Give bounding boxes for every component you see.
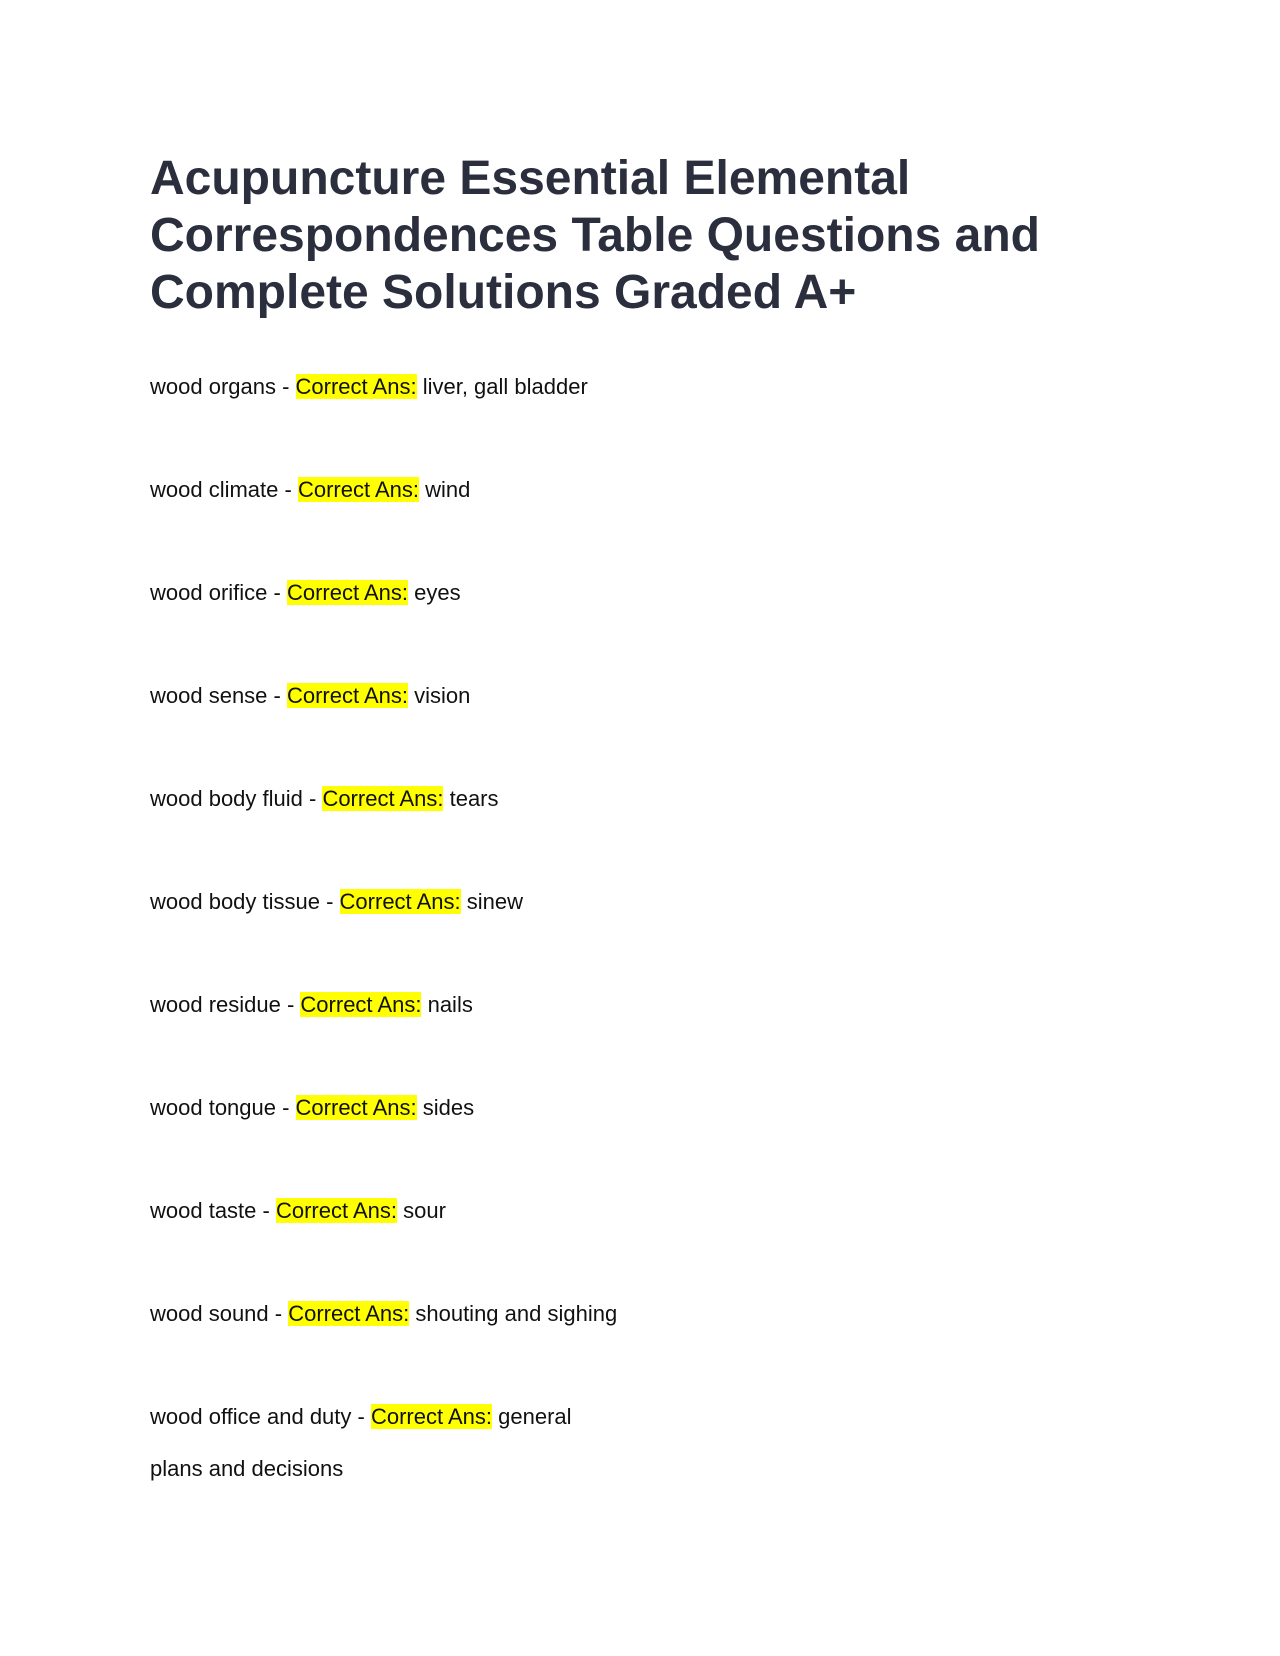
- list-item: [150, 1391, 610, 1494]
- question-text: wood body fluid -: [150, 786, 323, 811]
- list-item: [150, 887, 1130, 990]
- question-text: wood tongue -: [150, 1095, 296, 1120]
- list-item: [150, 372, 1130, 475]
- answer-text: nails: [421, 992, 473, 1017]
- answer-text: sour: [397, 1198, 446, 1223]
- answer-label: Correct Ans:: [286, 580, 408, 605]
- answer-text: general plans and decisions: [150, 1404, 572, 1481]
- question-text: wood orifice -: [150, 580, 287, 605]
- answer-text: vision: [408, 683, 471, 708]
- question-text: wood sense -: [150, 683, 287, 708]
- question-text: wood residue -: [150, 992, 301, 1017]
- question-text: wood office and duty -: [150, 1404, 371, 1429]
- answer-text: shouting and sighing: [409, 1301, 618, 1326]
- question-text: wood taste -: [150, 1198, 276, 1223]
- answer-text: sides: [416, 1095, 475, 1120]
- answer-label: Correct Ans:: [339, 889, 461, 914]
- answer-label: Correct Ans:: [288, 1301, 410, 1326]
- list-item: [150, 784, 1130, 887]
- answer-label: Correct Ans:: [275, 1198, 397, 1223]
- answer-text: sinew: [460, 889, 523, 914]
- answer-label: Correct Ans:: [297, 477, 419, 502]
- answer-text: wind: [419, 477, 471, 502]
- list-item: [150, 1196, 1130, 1299]
- list-item: [150, 990, 1130, 1093]
- question-text: wood climate -: [150, 477, 298, 502]
- answer-text: eyes: [408, 580, 461, 605]
- answer-label: Correct Ans:: [300, 992, 422, 1017]
- question-text: wood body tissue -: [150, 889, 340, 914]
- list-item: [150, 1299, 1130, 1402]
- question-text: wood sound -: [150, 1301, 289, 1326]
- answer-label: Correct Ans:: [370, 1404, 493, 1429]
- list-item: [150, 475, 1130, 578]
- document-title: Acupuncture Essential Elemental Correspondences Table Questions and Complete Solutions Graded A+: [150, 152, 1040, 319]
- answer-text: tears: [443, 786, 499, 811]
- answer-label: Correct Ans:: [295, 1095, 417, 1120]
- answer-label: Correct Ans:: [322, 786, 444, 811]
- answer-text: liver, gall bladder: [416, 374, 588, 399]
- list-item: [150, 578, 1130, 681]
- list-item: [150, 1093, 1130, 1196]
- question-text: wood organs -: [150, 374, 296, 399]
- list-item: [150, 681, 1130, 784]
- answer-label: Correct Ans:: [295, 374, 417, 399]
- answer-label: Correct Ans:: [286, 683, 409, 708]
- qa-list: [150, 372, 1130, 1494]
